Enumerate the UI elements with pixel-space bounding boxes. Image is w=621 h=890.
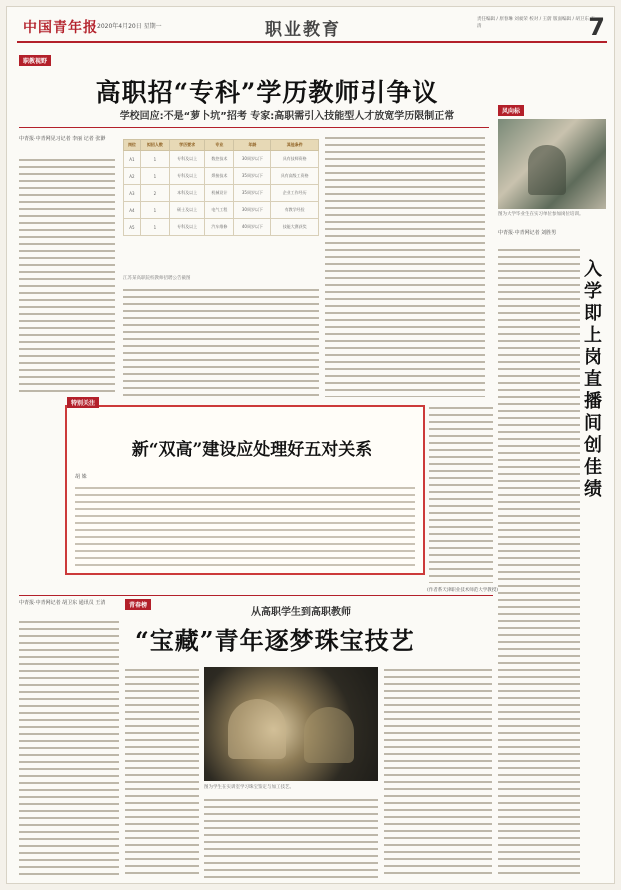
lower-kicker: 从高职学生到高职教师 [251,607,351,618]
section-title: 职业教育 [265,20,341,40]
newspaper-page [6,6,615,884]
photo-caption: 图为学生在实训室学习珠宝鉴定与加工技艺。 [204,785,294,790]
top-headline: 高职招“专科”学历教师引争议 [95,78,439,107]
article-text-column [125,667,199,879]
article-text-column [19,619,119,879]
author-footnote: (作者系天津职业技术师范大学教授) [427,588,499,593]
top-byline: 中青报·中青网见习记者 李丽 记者 张渺 [19,136,106,142]
jewelry-photo [204,667,378,781]
table-header: 其他条件 [271,140,319,151]
section-tag-right: 风向标 [498,105,524,116]
article-text-column [325,135,485,397]
page-number: 7 [588,13,605,41]
article-text-column [123,287,319,397]
table-header: 学历要求 [170,140,205,151]
table-row: A5 1 专科及以上 汽车维修 40周岁以下 技能大赛获奖 [124,219,319,236]
lower-byline: 中青报·中青网记者 胡卫东 通讯员 王清 [19,600,106,606]
box-headline: 新“双高”建设应处理好五对关系 [131,440,373,460]
photo-caption: 图为大学毕业生在实习单位参加岗位培训。 [498,212,584,217]
right-byline: 中青报·中青网记者 刘胜男 [498,230,557,236]
article-text-column [75,485,415,569]
feature-photo [498,119,606,209]
table-row: A4 1 硕士及以上 电气工程 30周岁以下 有教学经验 [124,202,319,219]
section-tag-lower: 青春榜 [125,599,151,610]
section-tag-box: 特别关注 [67,397,99,408]
divider [19,595,493,596]
vertical-headline: 入学即上岗 直播间创佳绩 [584,259,602,500]
table-caption: 江苏某高职院校教师招聘公告截图 [123,276,191,281]
table-header: 年龄 [234,140,271,151]
article-text-column [204,797,378,879]
opinion-box [65,405,425,575]
table-row: A2 1 专科及以上 焊接技术 35周岁以下 具有高级工资格 [124,168,319,185]
lower-headline: “宝藏”青年逐梦珠宝技艺 [135,626,415,655]
box-author: 胡 姝 [75,474,87,480]
top-subheadline: 学校回应:不是“萝卜坑”招考 专家:高职需引入技能型人才放宽学历限制正常 [119,111,455,122]
article-text-column [19,157,115,397]
table-header: 岗位 [124,140,141,151]
recruitment-table [123,139,319,236]
editor-credits: 责任编辑 / 原春琳 刘昶荣 校对 / 王蔚 版面编辑 / 胡卫东 王清 [477,17,595,29]
table-header: 专业 [205,140,234,151]
article-text-column [384,667,492,879]
article-text-column [498,247,580,877]
section-tag-top: 职教视野 [19,55,51,66]
table-row: A1 1 专科及以上 数控技术 30周岁以下 具有技师资格 [124,151,319,168]
newspaper-logo: 中国青年报 [23,20,98,36]
table-row: A3 2 本科及以上 机械设计 35周岁以下 企业工作经历 [124,185,319,202]
divider [19,127,489,128]
article-text-column [429,405,493,583]
issue-date: 2020年4月20日 星期一 [97,23,162,30]
masthead [17,13,607,43]
table-header: 拟招人数 [140,140,169,151]
